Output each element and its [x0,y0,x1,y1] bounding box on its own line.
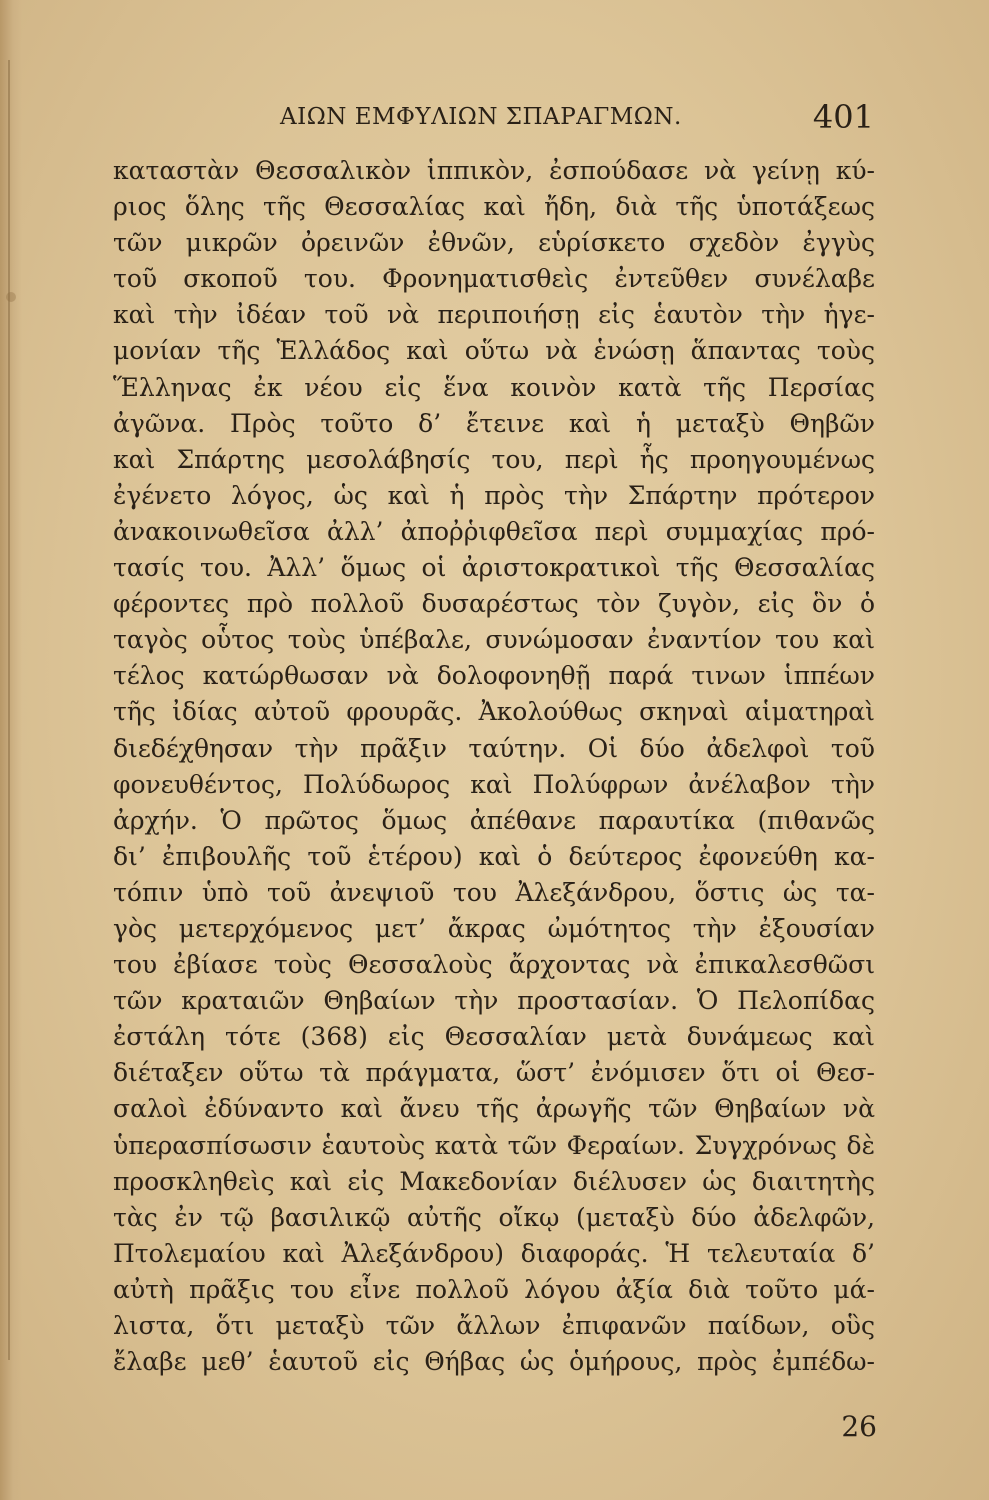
text-line: ἀγῶνα. Πρὸς τοῦτο δ’ ἔτεινε καὶ ἡ μεταξὺ Θηβῶν [113,408,875,438]
text-line: φονευθέντος, Πολύδωρος καὶ Πολύφρων ἀνέλαβον τὴν [113,769,875,799]
text-line: τόπιν ὑπὸ τοῦ ἀνεψιοῦ του Ἀλεξάνδρου, ὅστις ὡς τα- [113,877,875,907]
page-number: 401 [812,98,874,136]
text-line: τῶν μικρῶν ὀρεινῶν ἐθνῶν, εὑρίσκετο σχεδὸν ἐγγὺς [113,228,875,258]
text-line: Πτολεμαίου καὶ Ἀλεξάνδρου) διαφοράς. Ἡ τελευταία δ’ [113,1238,875,1268]
text-line: ριος ὅλης τῆς Θεσσαλίας καὶ ἤδη, διὰ τῆς ὑποτάξεως [113,192,875,222]
text-line: τῆς ἰδίας αὐτοῦ φρουρᾶς. Ἀκολούθως σκηναὶ αἱματηραὶ [113,697,875,727]
text-line: καταστὰν Θεσσαλικὸν ἱππικὸν, ἐσπούδασε νὰ γείνῃ κύ- [113,156,875,185]
text-line: ἀνακοινωθεῖσα ἀλλ’ ἀποῤῥιφθεῖσα περὶ συμμαχίας πρό- [113,516,875,546]
text-line: ὑπερασπίσωσιν ἑαυτοὺς κατὰ τῶν Φεραίων. Συγχρόνως δὲ [113,1130,875,1160]
text-line: διεδέχθησαν τὴν πρᾶξιν ταύτην. Οἱ δύο ἀδελφοὶ τοῦ [113,733,875,763]
page-binding-edge [0,0,22,1500]
text-line: φέροντες πρὸ πολλοῦ δυσαρέστως τὸν ζυγὸν, εἰς ὃν ὁ [113,589,875,619]
text-line: Ἕλληνας ἐκ νέου εἰς ἕνα κοινὸν κατὰ τῆς Περσίας [113,372,875,402]
binding-crease [8,60,10,1360]
text-line: τασίς του. Ἀλλ’ ὅμως οἱ ἀριστοκρατικοὶ τῆς Θεσσαλίας [113,553,875,583]
text-line: αὐτὴ πρᾶξις του εἶνε πολλοῦ λόγου ἀξία διὰ τοῦτο μά- [113,1274,875,1304]
text-line: διέταξεν οὕτω τὰ πράγματα, ὥστ’ ἐνόμισεν ὅτι οἱ Θεσ- [113,1058,875,1088]
text-line: λιστα, ὅτι μεταξὺ τῶν ἄλλων ἐπιφανῶν παίδων, οὓς [113,1311,875,1340]
text-line: σαλοὶ ἐδύναντο καὶ ἄνευ τῆς ἀρωγῆς τῶν Θηβαίων νὰ [113,1094,875,1124]
paper-stain [6,292,16,302]
body-text [113,153,875,1380]
signature-mark: 26 [841,1410,877,1443]
text-line: δι’ ἐπιβουλῆς τοῦ ἑτέρου) καὶ ὁ δεύτερος ἐφονεύθη κα- [113,841,875,871]
text-line: γὸς μετερχόμενος μετ’ ἄκρας ὠμότητος τὴν ἐξουσίαν [113,913,875,943]
text-line: μονίαν τῆς Ἑλλάδος καὶ οὕτω νὰ ἑνώσῃ ἅπαντας τοὺς [113,336,875,366]
text-line: ἐστάλη τότε (368) εἰς Θεσσαλίαν μετὰ δυνάμεως καὶ [113,1022,875,1052]
text-line: ταγὸς οὗτος τοὺς ὑπέβαλε, συνώμοσαν ἐναντίον του καὶ [113,625,875,655]
text-line: καὶ Σπάρτης μεσολάβησίς του, περὶ ἧς προηγουμένως [113,444,875,474]
text-line: ἐγένετο λόγος, ὡς καὶ ἡ πρὸς τὴν Σπάρτην πρότερον [113,480,875,510]
text-line: τὰς ἐν τῷ βασιλικῷ αὐτῆς οἴκῳ (μεταξὺ δύο ἀδελφῶν, [113,1202,875,1232]
text-line: τοῦ σκοποῦ του. Φρονηματισθεὶς ἐντεῦθεν συνέλαβε [113,264,875,294]
running-title: ΑΙΩΝ ΕΜΦΥΛΙΩΝ ΣΠΑΡΑΓΜΩΝ. [280,104,682,130]
text-line: ἔλαβε μεθ’ ἑαυτοῦ εἰς Θήβας ὡς ὁμήρους, πρὸς ἐμπέδω- [113,1347,875,1377]
text-line: προσκληθεὶς καὶ εἰς Μακεδονίαν διέλυσεν ὡς διαιτητὴς [113,1166,875,1196]
page-header [110,100,880,148]
text-line: τῶν κραταιῶν Θηβαίων τὴν προστασίαν. Ὁ Πελοπίδας [113,986,875,1016]
text-line: καὶ τὴν ἰδέαν τοῦ νὰ περιποιήσῃ εἰς ἑαυτὸν τὴν ἡγε- [113,300,875,330]
text-line: ἀρχήν. Ὁ πρῶτος ὅμως ἀπέθανε παραυτίκα (πιθανῶς [113,805,875,835]
text-line: του ἐβίασε τοὺς Θεσσαλοὺς ἄρχοντας νὰ ἐπικαλεσθῶσι [113,950,875,980]
text-line: τέλος κατώρθωσαν νὰ δολοφονηθῇ παρά τινων ἱππέων [113,661,875,691]
